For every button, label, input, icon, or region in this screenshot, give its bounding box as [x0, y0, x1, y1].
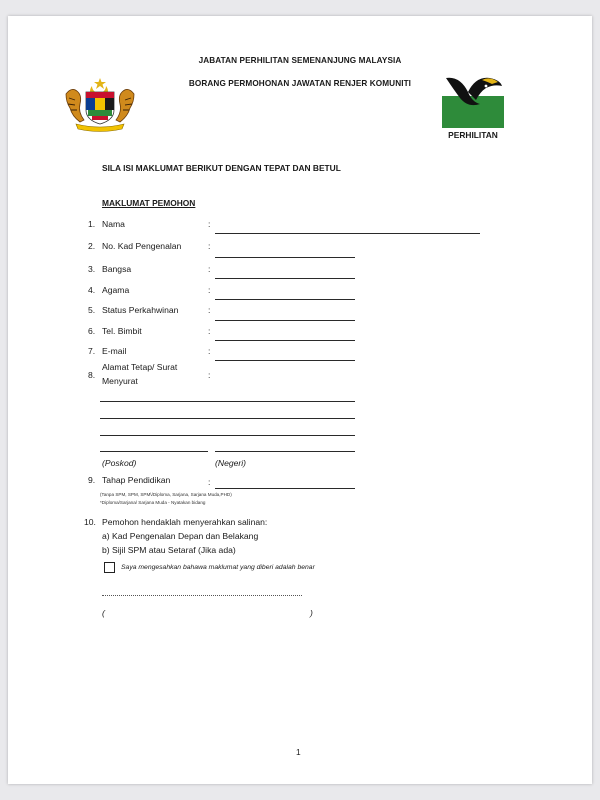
field-label-education: Tahap Pendidikan [102, 475, 171, 485]
ic-input-line[interactable] [215, 257, 355, 258]
name-paren-open: ( [102, 608, 105, 618]
field-number: 4. [88, 285, 96, 295]
field-number: 8. [88, 370, 96, 380]
state-input-line[interactable] [215, 451, 355, 452]
education-input-line[interactable] [215, 488, 355, 489]
field-label-ic: No. Kad Pengenalan [102, 241, 182, 251]
field-label-status: Status Perkahwinan [102, 305, 179, 315]
field-colon: : [208, 305, 211, 315]
page-number: 1 [296, 747, 301, 757]
email-input-line[interactable] [215, 360, 355, 361]
field-colon: : [208, 264, 211, 274]
confirmation-checkbox[interactable] [104, 562, 115, 573]
field-label-nama: Nama [102, 219, 125, 229]
bangsa-input-line[interactable] [215, 278, 355, 279]
perhilitan-logo [442, 70, 504, 142]
education-note-1: (Tanpa SPM, SPM, SPM\/Diploma, Sarjana, Sarjana Muda,PHD) [100, 492, 232, 497]
state-label: (Negeri) [215, 458, 247, 468]
field-colon: : [208, 370, 211, 380]
submission-item-a: a) Kad Pengenalan Depan dan Belakang [102, 531, 259, 541]
postcode-label: (Poskod) [102, 458, 137, 468]
phone-input-line[interactable] [215, 340, 355, 341]
field-label-agama: Agama [102, 285, 130, 295]
field-number: 1. [88, 219, 96, 229]
department-title: JABATAN PERHILITAN SEMENANJUNG MALAYSIA [198, 56, 402, 65]
field-colon: : [208, 477, 211, 487]
address-line-2[interactable] [100, 418, 355, 419]
field-number: 5. [88, 305, 96, 315]
field-number: 3. [88, 264, 96, 274]
agama-input-line[interactable] [215, 299, 355, 300]
address-line-3[interactable] [100, 435, 355, 436]
field-colon: : [208, 346, 211, 356]
submission-item-b: b) Sijil SPM atau Setaraf (Jika ada) [102, 545, 236, 555]
field-number: 9. [88, 475, 96, 485]
item-number: 10. [84, 517, 96, 527]
field-colon: : [208, 326, 211, 336]
postcode-input-line[interactable] [100, 451, 208, 452]
field-label-phone: Tel. Bimbit [102, 326, 142, 336]
field-colon: : [208, 285, 211, 295]
field-label-email: E-mail [102, 346, 127, 356]
form-title: BORANG PERMOHONAN JAWATAN RENJER KOMUNITI [188, 79, 412, 88]
instruction-text: SILA ISI MAKLUMAT BERIKUT DENGAN TEPAT DAN BETUL [102, 163, 341, 173]
name-paren-close: ) [310, 608, 313, 618]
nama-input-line[interactable] [215, 233, 480, 234]
logo-text: PERHILITAN [448, 130, 498, 140]
field-colon: : [208, 219, 211, 229]
coat-of-arms-logo [62, 76, 138, 134]
field-number: 6. [88, 326, 96, 336]
confirmation-text: Saya mengesahkan bahawa maklumat yang diberi adalah benar [121, 564, 315, 571]
hornbill-icon [442, 70, 504, 128]
education-note-2: *Diploma/Sarjana/ Sarjana Muda - Nyatakan bidang [100, 500, 206, 505]
signature-line[interactable] [102, 595, 302, 596]
field-label-address-1: Alamat Tetap/ Surat [102, 362, 178, 372]
field-label-address-2: Menyurat [102, 376, 138, 386]
field-colon: : [208, 241, 211, 251]
section-title: MAKLUMAT PEMOHON [102, 198, 196, 208]
address-line-1[interactable] [100, 401, 355, 402]
field-number: 7. [88, 346, 96, 356]
status-input-line[interactable] [215, 320, 355, 321]
field-label-bangsa: Bangsa [102, 264, 132, 274]
submission-instruction: Pemohon hendaklah menyerahkan salinan: [102, 517, 268, 527]
field-number: 2. [88, 241, 96, 251]
